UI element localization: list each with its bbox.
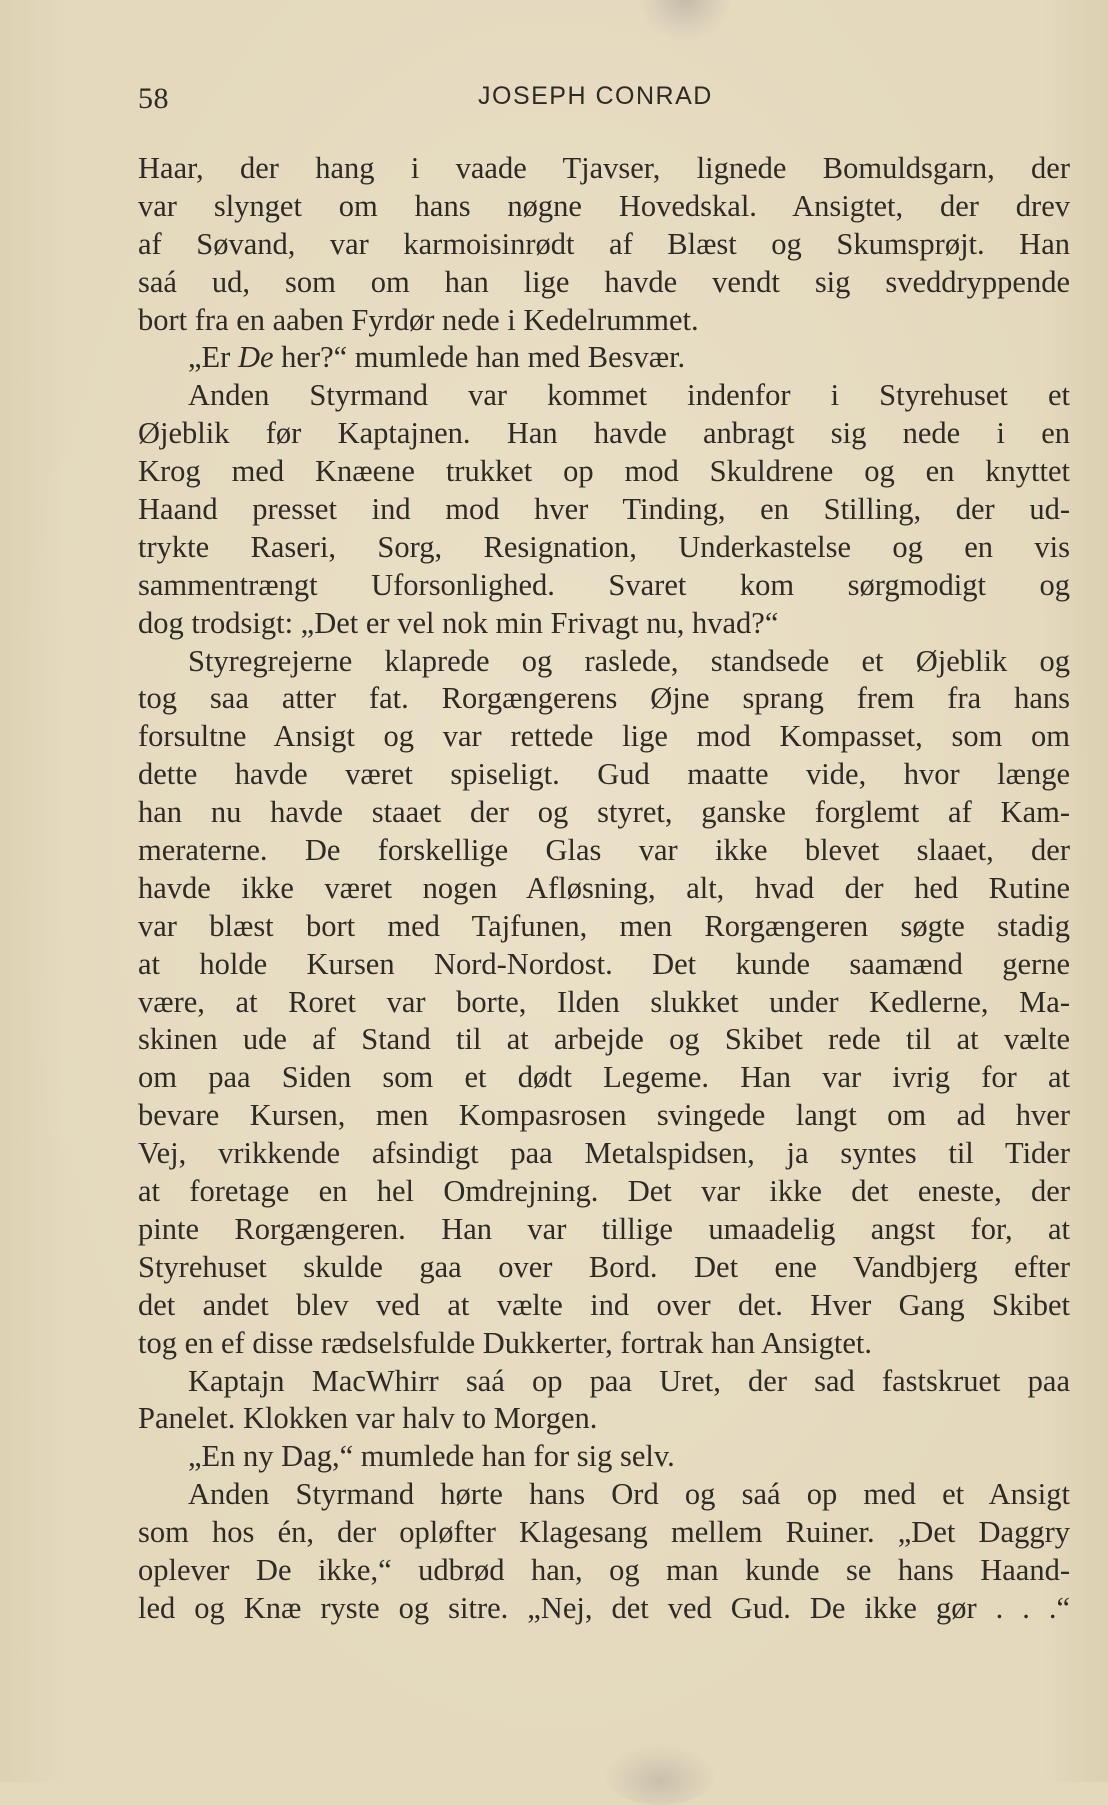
text-line: at foretage en hel Omdrejning. Det var ikke det eneste, der [138, 1174, 1070, 1209]
text-line [138, 339, 1070, 377]
text-line: led og Knæ ryste og sitre. „Nej, det ved Gud. De ikke gør . . .“ [138, 1590, 1070, 1625]
text-line: dette havde været spiseligt. Gud maatte vide, hvor længe [138, 757, 1070, 792]
text-line: „En ny Dag,“ mumlede han for sig selv. [188, 1439, 675, 1474]
text-line: om paa Siden som et dødt Legeme. Han var ivrig for at [138, 1060, 1070, 1095]
text-line: Øjeblik før Kaptajnen. Han havde anbragt sig nede i en [138, 416, 1070, 451]
body-text [138, 150, 1070, 1628]
text-line: Anden Styrmand hørte hans Ord og saá op med et Ansigt [188, 1477, 1070, 1512]
text-line: Styregrejerne klaprede og raslede, standsede et Øjeblik og [188, 643, 1070, 678]
text-line: tog en ef disse rædselsfulde Dukkerter, fortrak han Ansigtet. [138, 1325, 872, 1360]
text-line: trykte Raseri, Sorg, Resignation, Underkastelse og en vis [138, 529, 1070, 564]
text-fragment: „Er [188, 340, 238, 375]
text-line: Haar, der hang i vaade Tjavser, lignede Bomuldsgarn, der [138, 151, 1070, 185]
text-line: Haand presset ind mod hver Tinding, en Stilling, der ud- [138, 492, 1070, 527]
text-line: Styrehuset skulde gaa over Bord. Det ene Vandbjerg efter [138, 1249, 1070, 1284]
text-line: tog saa atter fat. Rorgængerens Øjne sprang frem fra hans [138, 681, 1070, 716]
text-line: oplever De ikke,“ udbrød han, og man kunde se hans Haand- [138, 1552, 1070, 1587]
text-line: meraterne. De forskellige Glas var ikke blevet slaaet, der [138, 833, 1070, 868]
text-line: forsultne Ansigt og var rettede lige mod Kompasset, som om [138, 719, 1070, 754]
running-title: JOSEPH CONRAD [478, 82, 713, 110]
text-line: det andet blev ved at vælte ind over det. Hver Gang Skibet [138, 1287, 1070, 1322]
page-number: 58 [138, 82, 169, 115]
page-smudge-top [640, 0, 730, 40]
text-line: var slynget om hans nøgne Hovedskal. Ansigtet, der drev [138, 188, 1070, 223]
text-line: Anden Styrmand var kommet indenfor i Styrehuset et [188, 378, 1070, 413]
text-line: bort fra en aaben Fyrdør nede i Kedelrummet. [138, 302, 699, 337]
text-line: Panelet. Klokken var halv to Morgen. [138, 1401, 598, 1436]
text-line: være, at Roret var borte, Ilden slukket under Kedlerne, Ma- [138, 984, 1070, 1019]
page-smudge-bottom [605, 1745, 715, 1805]
text-line: som hos én, der opløfter Klagesang mellem Ruiner. „Det Daggry [138, 1515, 1070, 1550]
text-line: af Søvand, var karmoisinrødt af Blæst og Skumsprøjt. Han [138, 226, 1070, 261]
text-line: saá ud, som om han lige havde vendt sig sveddryppende [138, 264, 1070, 299]
text-line: pinte Rorgængeren. Han var tillige umaadelig angst for, at [138, 1211, 1070, 1246]
text-line: havde ikke været nogen Afløsning, alt, hvad der hed Rutine [138, 870, 1070, 905]
running-head [138, 82, 1045, 118]
text-line: Kaptajn MacWhirr saá op paa Uret, der sad fastskruet paa [188, 1363, 1070, 1398]
text-line: Krog med Knæene trukket op mod Skuldrene og en knyttet [138, 454, 1070, 489]
text-line: var blæst bort med Tajfunen, men Rorgængeren søgte stadig [138, 908, 1070, 943]
italic-word: De [237, 340, 274, 375]
text-line: dog trodsigt: „Det er vel nok min Frivagt nu, hvad?“ [138, 605, 779, 640]
text-line: skinen ude af Stand til at arbejde og Skibet rede til at vælte [138, 1022, 1070, 1057]
text-line: at holde Kursen Nord-Nordost. Det kunde saamænd gerne [138, 946, 1070, 981]
text-line: Vej, vrikkende afsindigt paa Metalspidsen, ja syntes til Tider [138, 1136, 1070, 1171]
text-line: bevare Kursen, men Kompasrosen svingede langt om ad hver [138, 1098, 1070, 1133]
text-fragment: her?“ mumlede han med Besvær. [273, 340, 686, 375]
text-line: han nu havde staaet der og styret, ganske forglemt af Kam- [138, 795, 1070, 830]
text-line: sammentrængt Uforsonlighed. Svaret kom sørgmodigt og [138, 567, 1070, 602]
